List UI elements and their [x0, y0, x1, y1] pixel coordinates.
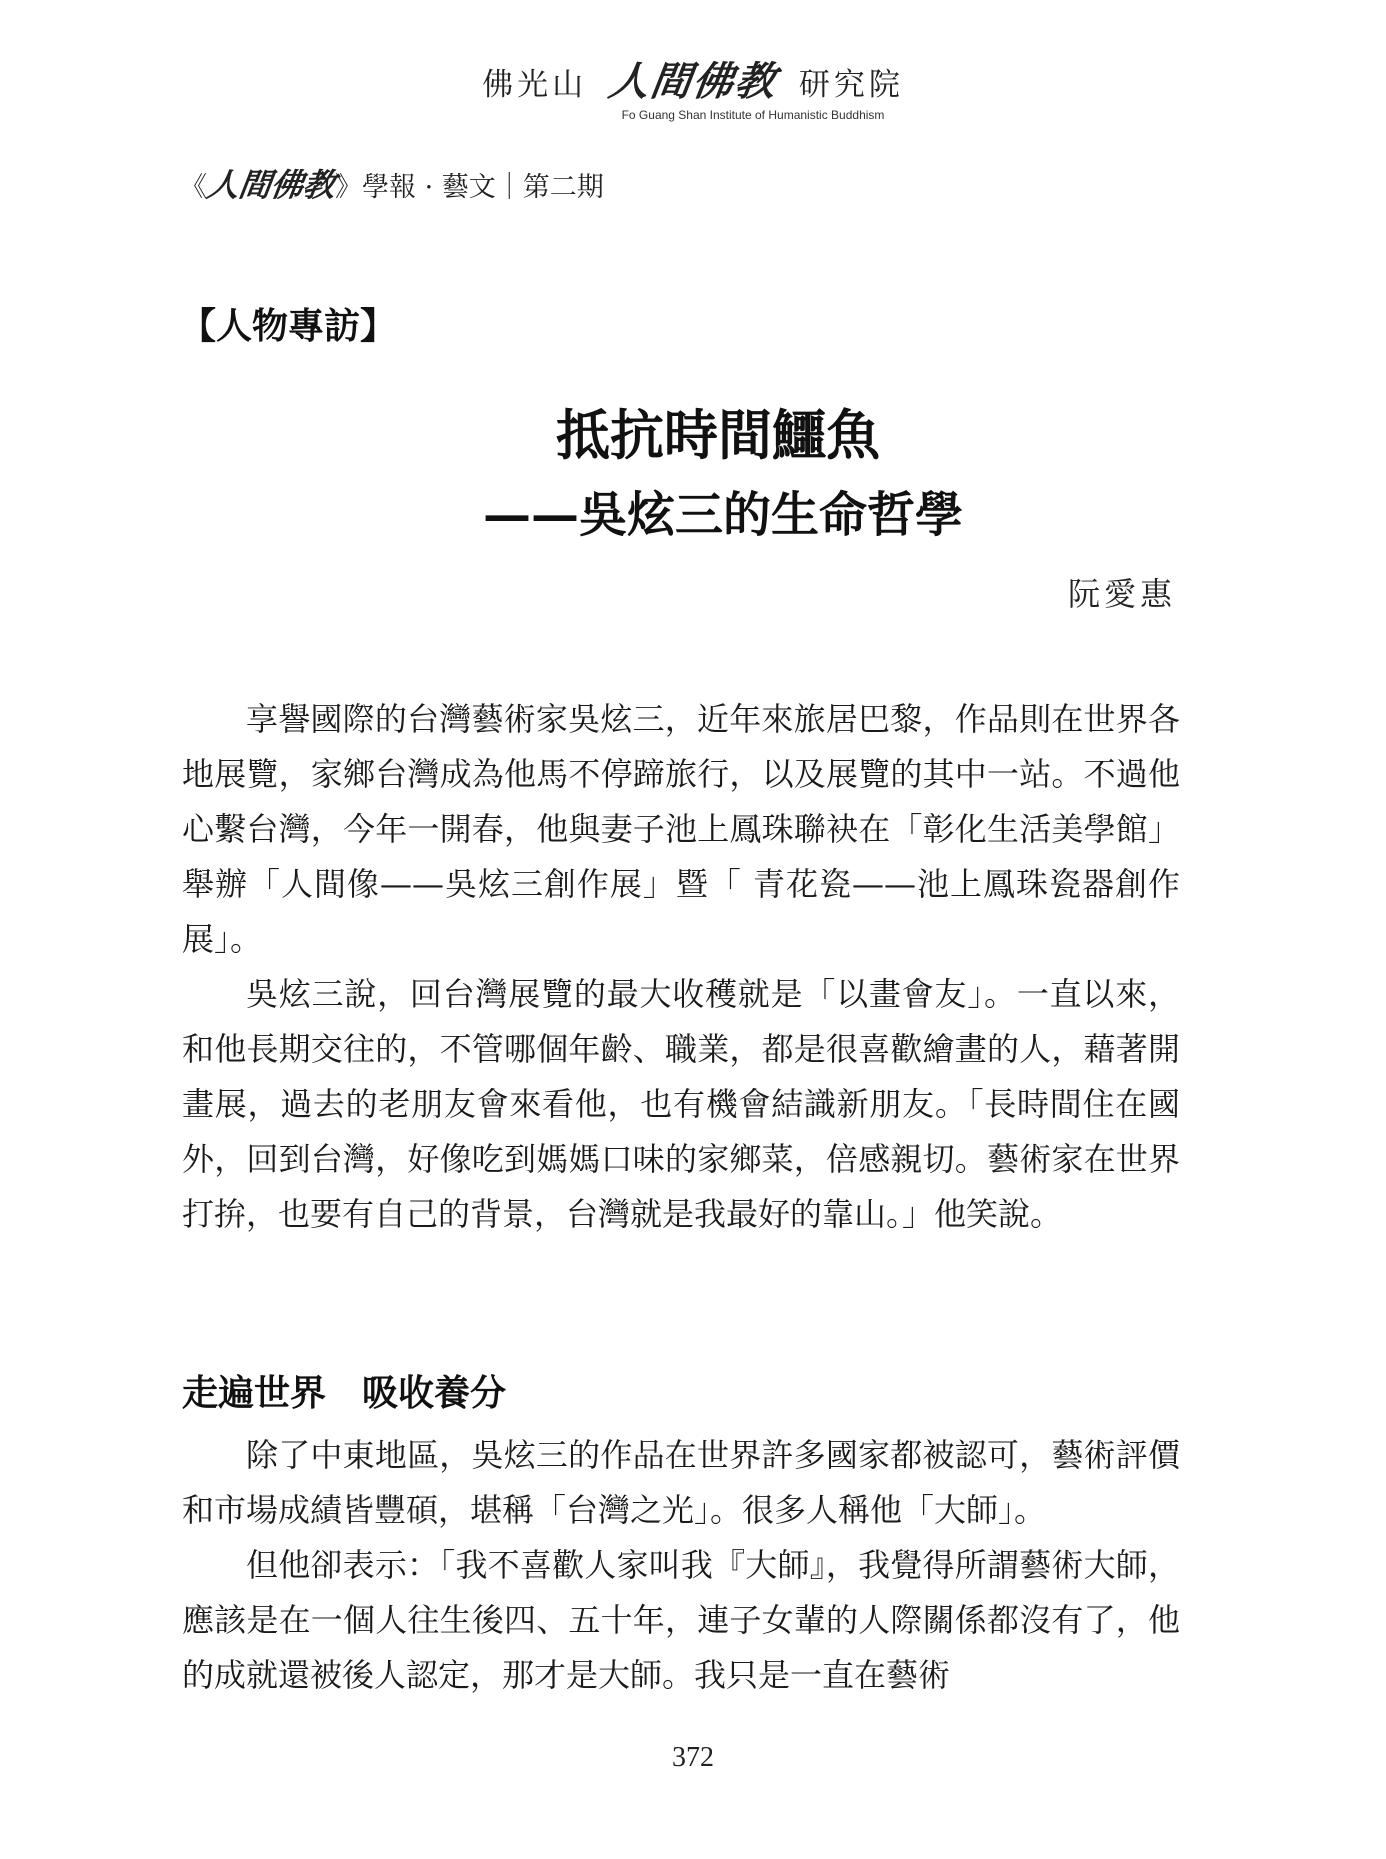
institute-header — [0, 59, 1386, 123]
journal-brand-logo: 人間佛教 — [204, 166, 338, 204]
paragraph: 除了中東地區，吳炫三的作品在世界許多國家都被認可，藝術評價和市場成績皆豐碩，堪稱「台灣之光」。很多人稱他「大師」。 — [182, 1436, 1180, 1529]
paragraph: 吳炫三說，回台灣展覽的最大收穫就是「以畫會友」。一直以來，和他長期交往的，不管哪個年齡、職業，都是很喜歡繪畫的人，藉著開畫展，過去的老朋友會來看他，也有機會結識新朋友。「長時間住在國外，回到台灣，好像吃到媽媽口味的家鄉菜，倍感親切。藝術家在世界打拚，也要有自己的背景，台灣就是我最好的靠山。」他笑說。 — [182, 975, 1180, 1233]
paragraph: 享譽國際的台灣藝術家吳炫三，近年來旅居巴黎，作品則在世界各地展覽，家鄉台灣成為他馬不停蹄旅行，以及展覽的其中一站。不過他心繫台灣，今年一開春，他與妻子池上鳳珠聯袂在「彰化生活美學館」舉辦「人間像——吳炫三創作展」暨「 青花瓷——池上鳳珠瓷器創作展」。 — [182, 700, 1180, 958]
article-body-block-2 — [182, 1428, 1180, 1703]
journal-open-bracket: 《 — [180, 172, 207, 203]
article-title: 抵抗時間鱷魚 — [556, 403, 880, 467]
article-subtitle: ——吳炫三的生命哲學 — [482, 487, 963, 543]
article-author: 阮愛惠 — [1067, 575, 1176, 613]
journal-issue: 》學報 · 藝文｜第二期 — [335, 172, 604, 203]
journal-info — [180, 165, 604, 208]
page-number: 372 — [672, 1742, 714, 1773]
institute-brand-logo: 人間佛教 — [605, 59, 781, 105]
institute-english-name: Fo Guang Shan Institute of Humanistic Buddhism — [621, 108, 885, 122]
section-heading: 走遍世界 吸收養分 — [182, 1372, 507, 1414]
institute-prefix: 佛光山 — [482, 67, 588, 103]
institute-name — [0, 59, 1386, 105]
paragraph: 但他卻表示：「我不喜歡人家叫我『大師』，我覺得所謂藝術大師，應該是在一個人往生後四、五十年，連子女輩的人際關係都沒有了，他的成就還被後人認定，那才是大師。我只是一直在藝術 — [182, 1546, 1180, 1694]
section-tag: 【人物專訪】 — [180, 305, 397, 347]
institute-suffix: 研究院 — [798, 67, 904, 103]
article-body-block-1 — [182, 692, 1180, 1242]
